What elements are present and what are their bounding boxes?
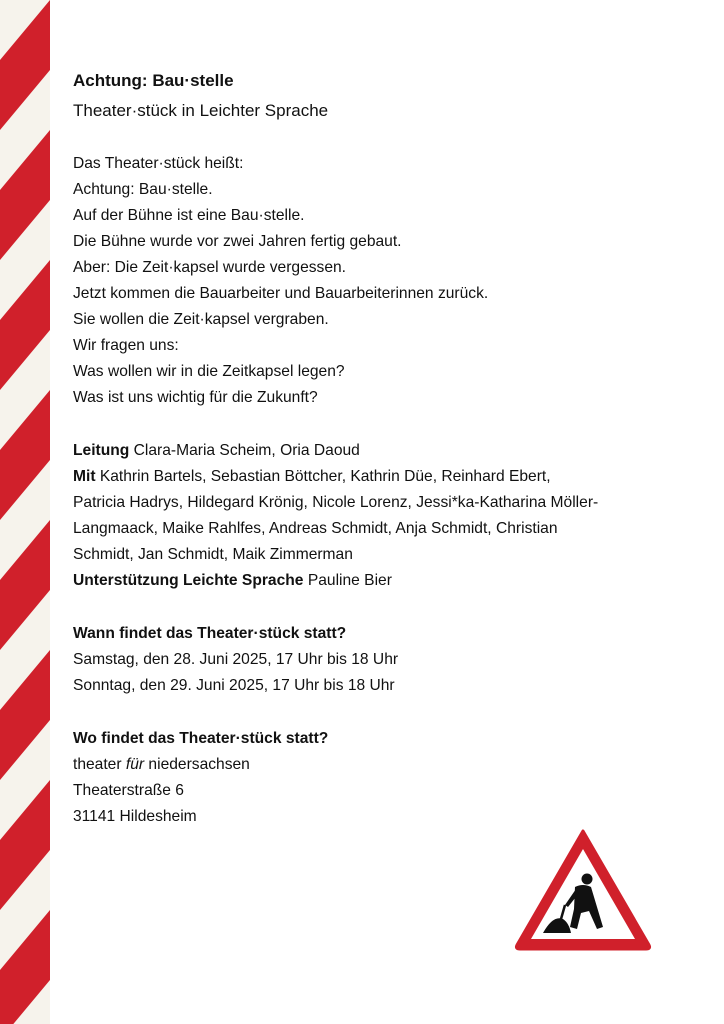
intro-line: Das Theater·stück heißt: — [73, 155, 244, 172]
credit-label: Mit — [73, 468, 96, 485]
hazard-stripe — [0, 650, 50, 780]
where-heading: Wo findet das Theater·stück statt? — [73, 730, 329, 747]
credit-names-line: Langmaack, Maike Rahlfes, Andreas Schmidt, Anja Schmidt, Christian — [73, 520, 558, 537]
date-line: Sonntag, den 29. Juni 2025, 17 Uhr bis 18 Uhr — [73, 677, 395, 694]
document-content — [73, 68, 693, 830]
page-title: Achtung: Bau·stelle — [73, 71, 234, 90]
hazard-stripes — [0, 0, 50, 1024]
when-heading: Wann findet das Theater·stück statt? — [73, 625, 347, 642]
hazard-stripe — [0, 260, 50, 390]
page-subtitle: Theater·stück in Leichter Sprache — [73, 101, 329, 120]
intro-line: Achtung: Bau·stelle. — [73, 181, 213, 198]
credit-label: Unterstützung Leichte Sprache — [73, 572, 304, 589]
venue-name-part: theater — [73, 756, 126, 773]
intro-line: Aber: Die Zeit·kapsel wurde vergessen. — [73, 259, 347, 276]
venue-name — [73, 752, 693, 778]
intro-line: Auf der Bühne ist eine Bau·stelle. — [73, 207, 305, 224]
hazard-stripe — [0, 130, 50, 260]
credit-names-line: Schmidt, Jan Schmidt, Maik Zimmerman — [73, 546, 353, 563]
credits — [73, 438, 693, 594]
hazard-stripe — [0, 910, 50, 1024]
intro-line: Sie wollen die Zeit·kapsel vergraben. — [73, 311, 329, 328]
hazard-stripe — [0, 520, 50, 650]
hazard-stripe — [0, 390, 50, 520]
intro-line: Wir fragen uns: — [73, 337, 179, 354]
credit-mit — [73, 464, 693, 490]
when-section — [73, 621, 693, 699]
credit-names: Kathrin Bartels, Sebastian Böttcher, Kathrin Düe, Reinhard Ebert, — [95, 468, 551, 485]
venue-name-part: niedersachsen — [144, 756, 250, 773]
credit-label: Leitung — [73, 442, 130, 459]
credit-leitung — [73, 438, 693, 464]
credit-support — [73, 568, 693, 594]
credit-names-line: Patricia Hadrys, Hildegard Krönig, Nicole Lorenz, Jessi*ka-Katharina Möller- — [73, 494, 599, 511]
roadworks-warning-sign-icon — [513, 827, 653, 953]
venue-name-italic: für — [125, 756, 145, 773]
where-section — [73, 726, 693, 830]
hazard-stripe — [0, 0, 50, 130]
intro-text — [73, 151, 693, 411]
date-line: Samstag, den 28. Juni 2025, 17 Uhr bis 18 Uhr — [73, 651, 399, 668]
hazard-stripe — [0, 780, 50, 910]
intro-line: Was ist uns wichtig für die Zukunft? — [73, 389, 318, 406]
hazard-stripe-band — [0, 0, 50, 1024]
credit-names: Clara-Maria Scheim, Oria Daoud — [129, 442, 360, 459]
intro-line: Was wollen wir in die Zeitkapsel legen? — [73, 363, 345, 380]
venue-city: 31141 Hildesheim — [73, 808, 197, 825]
intro-line: Die Bühne wurde vor zwei Jahren fertig gebaut. — [73, 233, 402, 250]
venue-street: Theaterstraße 6 — [73, 782, 184, 799]
credit-names: Pauline Bier — [303, 572, 392, 589]
intro-line: Jetzt kommen die Bauarbeiter und Bauarbeiterinnen zurück. — [73, 285, 489, 302]
